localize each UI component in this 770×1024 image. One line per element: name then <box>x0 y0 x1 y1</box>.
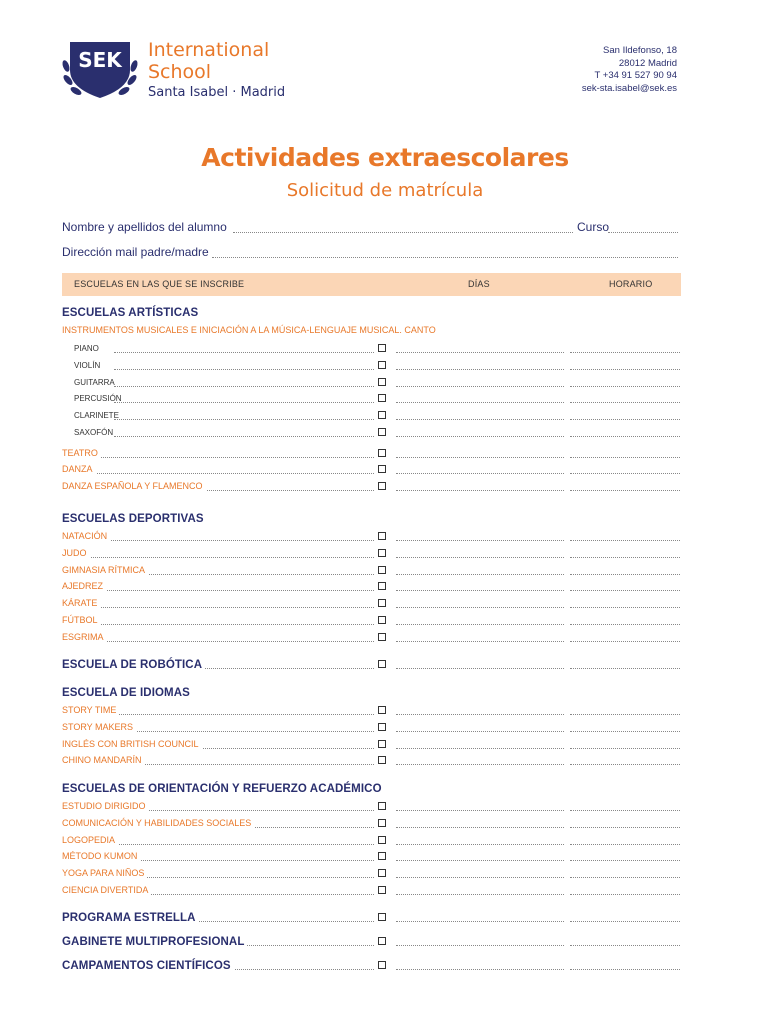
sport-row-6-days-input[interactable] <box>396 641 564 642</box>
section-title-deportivas: ESCUELAS DEPORTIVAS <box>62 513 204 525</box>
instrument-row-2-leader <box>114 386 374 387</box>
sport-row-0-schedule-input[interactable] <box>570 540 680 541</box>
sport-row-2-schedule-input[interactable] <box>570 574 680 575</box>
section-title-orientacion: ESCUELAS DE ORIENTACIÓN Y REFUERZO ACADÉMICO <box>62 783 382 795</box>
address-phone: T +34 91 527 90 94 <box>594 70 677 81</box>
artistic-row-0-checkbox[interactable] <box>378 449 386 457</box>
instrument-row-2-checkbox[interactable] <box>378 378 386 386</box>
artistic-row-1-schedule-input[interactable] <box>570 473 680 474</box>
campamentos-row-checkbox[interactable] <box>378 961 386 969</box>
sport-row-0-label: NATACIÓN <box>62 531 110 541</box>
gabinete-row-schedule-input[interactable] <box>570 945 680 946</box>
sport-row-6-checkbox[interactable] <box>378 633 386 641</box>
orientation-row-3-schedule-input[interactable] <box>570 860 680 861</box>
instrument-row-1-leader <box>114 369 374 370</box>
instrument-row-1-checkbox[interactable] <box>378 361 386 369</box>
name-label: Nombre y apellidos del alumno <box>62 220 227 234</box>
artistic-row-2-label: DANZA ESPAÑOLA Y FLAMENCO <box>62 481 206 491</box>
estrella-row-checkbox[interactable] <box>378 913 386 921</box>
language-row-3-label: CHINO MANDARÍN <box>62 755 145 765</box>
language-row-1-checkbox[interactable] <box>378 723 386 731</box>
sport-row-4-days-input[interactable] <box>396 607 564 608</box>
orientation-row-0-label: ESTUDIO DIRIGIDO <box>62 801 149 811</box>
instrument-row-4-days-input[interactable] <box>396 419 564 420</box>
language-row-2-days-input[interactable] <box>396 748 564 749</box>
instrument-row-2-schedule-input[interactable] <box>570 386 680 387</box>
gabinete-row-days-input[interactable] <box>396 945 564 946</box>
robotics-row-schedule-input[interactable] <box>570 668 680 669</box>
language-row-0-days-input[interactable] <box>396 714 564 715</box>
robotics-row-checkbox[interactable] <box>378 660 386 668</box>
orientation-row-5-label: CIENCIA DIVERTIDA <box>62 885 151 895</box>
language-row-0-schedule-input[interactable] <box>570 714 680 715</box>
artistic-row-1-checkbox[interactable] <box>378 465 386 473</box>
section-title-artisticas: ESCUELAS ARTÍSTICAS <box>62 307 199 319</box>
orientation-row-2-label: LOGOPEDIA <box>62 835 118 845</box>
sport-row-3-schedule-input[interactable] <box>570 590 680 591</box>
svg-text:SEK: SEK <box>78 48 122 72</box>
sport-row-1-days-input[interactable] <box>396 557 564 558</box>
artistic-row-2-schedule-input[interactable] <box>570 490 680 491</box>
instrument-row-2-days-input[interactable] <box>396 386 564 387</box>
instrument-row-4-checkbox[interactable] <box>378 411 386 419</box>
orientation-row-1-label: COMUNICACIÓN Y HABILIDADES SOCIALES <box>62 818 254 828</box>
orientation-row-4-days-input[interactable] <box>396 877 564 878</box>
header-col-schedule: HORARIO <box>609 279 653 289</box>
orientation-row-3-days-input[interactable] <box>396 860 564 861</box>
orientation-row-4-checkbox[interactable] <box>378 869 386 877</box>
language-row-0-checkbox[interactable] <box>378 706 386 714</box>
artistic-row-0-days-input[interactable] <box>396 457 564 458</box>
instrument-row-5-leader <box>114 436 374 437</box>
instrument-row-4-label: CLARINETE <box>74 411 119 420</box>
instrument-row-3-label: PERCUSIÓN <box>74 394 122 403</box>
address-city: 28012 Madrid <box>618 57 677 69</box>
sport-row-0-days-input[interactable] <box>396 540 564 541</box>
email-input[interactable] <box>212 257 678 258</box>
orientation-row-4-label: YOGA PARA NIÑOS <box>62 868 147 878</box>
gabinete-row-label: GABINETE MULTIPROFESIONAL <box>62 936 247 948</box>
artistic-row-0-leader <box>62 457 374 458</box>
sek-logo-icon <box>60 36 140 104</box>
sport-row-1-checkbox[interactable] <box>378 549 386 557</box>
sport-row-4-leader <box>62 607 374 608</box>
instrument-row-1-schedule-input[interactable] <box>570 369 680 370</box>
instrument-row-0-days-input[interactable] <box>396 352 564 353</box>
header-band <box>62 273 681 296</box>
instrument-row-4-schedule-input[interactable] <box>570 419 680 420</box>
artistic-row-2-checkbox[interactable] <box>378 482 386 490</box>
orientation-row-0-days-input[interactable] <box>396 810 564 811</box>
instrument-row-1-label: VIOLÍN <box>74 361 101 370</box>
orientation-row-1-schedule-input[interactable] <box>570 827 680 828</box>
orientation-row-0-schedule-input[interactable] <box>570 810 680 811</box>
sport-row-5-checkbox[interactable] <box>378 616 386 624</box>
sport-row-0-checkbox[interactable] <box>378 532 386 540</box>
estrella-row-days-input[interactable] <box>396 921 564 922</box>
sport-row-1-schedule-input[interactable] <box>570 557 680 558</box>
language-row-3-checkbox[interactable] <box>378 756 386 764</box>
header-col-schools: ESCUELAS EN LAS QUE SE INSCRIBE <box>74 279 245 289</box>
language-row-1-label: STORY MAKERS <box>62 722 136 732</box>
instrument-row-3-leader <box>114 402 374 403</box>
orientation-row-2-days-input[interactable] <box>396 844 564 845</box>
artistic-row-2-days-input[interactable] <box>396 490 564 491</box>
instrument-row-5-schedule-input[interactable] <box>570 436 680 437</box>
campamentos-row-label: CAMPAMENTOS CIENTÍFICOS <box>62 960 234 972</box>
instrument-row-3-days-input[interactable] <box>396 402 564 403</box>
brand-line-1: International <box>148 39 270 61</box>
brand-line-2: School <box>148 61 212 83</box>
language-row-2-schedule-input[interactable] <box>570 748 680 749</box>
name-input[interactable] <box>233 232 573 233</box>
estrella-row-schedule-input[interactable] <box>570 921 680 922</box>
language-row-3-days-input[interactable] <box>396 764 564 765</box>
gabinete-row-checkbox[interactable] <box>378 937 386 945</box>
instrument-row-4-leader <box>114 419 374 420</box>
sport-row-3-days-input[interactable] <box>396 590 564 591</box>
instrument-row-1-days-input[interactable] <box>396 369 564 370</box>
orientation-row-4-schedule-input[interactable] <box>570 877 680 878</box>
orientation-row-2-checkbox[interactable] <box>378 836 386 844</box>
language-row-2-label: INGLÉS CON BRITISH COUNCIL <box>62 739 202 749</box>
instrument-row-0-schedule-input[interactable] <box>570 352 680 353</box>
campamentos-row-days-input[interactable] <box>396 969 564 970</box>
artistic-row-1-leader <box>62 473 374 474</box>
orientation-row-5-schedule-input[interactable] <box>570 894 680 895</box>
sport-row-3-leader <box>62 590 374 591</box>
instrument-row-0-checkbox[interactable] <box>378 344 386 352</box>
sport-row-5-label: FÚTBOL <box>62 615 101 625</box>
instrument-row-2-label: GUITARRA <box>74 378 115 387</box>
sport-row-4-label: KÁRATE <box>62 598 100 608</box>
language-row-1-schedule-input[interactable] <box>570 731 680 732</box>
language-row-1-days-input[interactable] <box>396 731 564 732</box>
orientation-row-0-checkbox[interactable] <box>378 802 386 810</box>
address-street: San Ildefonso, 18 <box>603 45 677 56</box>
page-title: Actividades extraescolares <box>201 143 569 172</box>
orientation-row-5-checkbox[interactable] <box>378 886 386 894</box>
sport-row-3-checkbox[interactable] <box>378 582 386 590</box>
orientation-row-3-checkbox[interactable] <box>378 852 386 860</box>
instrument-row-0-leader <box>114 352 374 353</box>
sport-row-6-leader <box>62 641 374 642</box>
orientation-row-5-days-input[interactable] <box>396 894 564 895</box>
robotics-row-label: ESCUELA DE ROBÓTICA <box>62 659 205 671</box>
section-subtitle-instrumentos: INSTRUMENTOS MUSICALES E INICIACIÓN A LA MÚSICA-LENGUAJE MUSICAL. CANTO <box>62 325 436 335</box>
sport-row-4-schedule-input[interactable] <box>570 607 680 608</box>
sport-row-6-label: ESGRIMA <box>62 632 107 642</box>
instrument-row-5-days-input[interactable] <box>396 436 564 437</box>
instrument-row-3-schedule-input[interactable] <box>570 402 680 403</box>
sport-row-1-label: JUDO <box>62 548 90 558</box>
course-label: Curso <box>577 220 610 234</box>
instrument-row-5-checkbox[interactable] <box>378 428 386 436</box>
address-email: sek-sta.isabel@sek.es <box>581 82 677 94</box>
section-title-idiomas: ESCUELA DE IDIOMAS <box>62 687 190 699</box>
sport-row-5-schedule-input[interactable] <box>570 624 680 625</box>
orientation-row-3-label: MÉTODO KUMON <box>62 851 140 861</box>
sport-row-2-label: GIMNASIA RÍTMICA <box>62 565 148 575</box>
instrument-row-5-label: SAXOFÓN <box>74 428 114 437</box>
page-subtitle: Solicitud de matrícula <box>286 180 484 201</box>
sport-row-6-schedule-input[interactable] <box>570 641 680 642</box>
instrument-row-3-checkbox[interactable] <box>378 394 386 402</box>
sport-row-3-label: AJEDREZ <box>62 581 106 591</box>
email-label: Dirección mail padre/madre <box>62 245 209 259</box>
robotics-row-days-input[interactable] <box>396 668 564 669</box>
language-row-0-label: STORY TIME <box>62 705 119 715</box>
sport-row-2-checkbox[interactable] <box>378 566 386 574</box>
instrument-row-0-label: PIANO <box>74 344 99 353</box>
orientation-row-1-checkbox[interactable] <box>378 819 386 827</box>
course-input[interactable] <box>608 232 678 233</box>
orientation-row-2-schedule-input[interactable] <box>570 844 680 845</box>
sport-row-4-checkbox[interactable] <box>378 599 386 607</box>
artistic-row-0-schedule-input[interactable] <box>570 457 680 458</box>
artistic-row-1-days-input[interactable] <box>396 473 564 474</box>
sport-row-1-leader <box>62 557 374 558</box>
artistic-row-0-label: TEATRO <box>62 448 101 458</box>
school-address <box>582 45 677 95</box>
sport-row-2-days-input[interactable] <box>396 574 564 575</box>
sport-row-5-leader <box>62 624 374 625</box>
sport-row-5-days-input[interactable] <box>396 624 564 625</box>
header-col-days: DÍAS <box>468 279 490 289</box>
language-row-2-checkbox[interactable] <box>378 740 386 748</box>
artistic-row-1-label: DANZA <box>62 464 96 474</box>
estrella-row-label: PROGRAMA ESTRELLA <box>62 912 199 924</box>
orientation-row-1-days-input[interactable] <box>396 827 564 828</box>
campamentos-row-schedule-input[interactable] <box>570 969 680 970</box>
language-row-3-schedule-input[interactable] <box>570 764 680 765</box>
brand-line-3: Santa Isabel · Madrid <box>148 85 286 100</box>
